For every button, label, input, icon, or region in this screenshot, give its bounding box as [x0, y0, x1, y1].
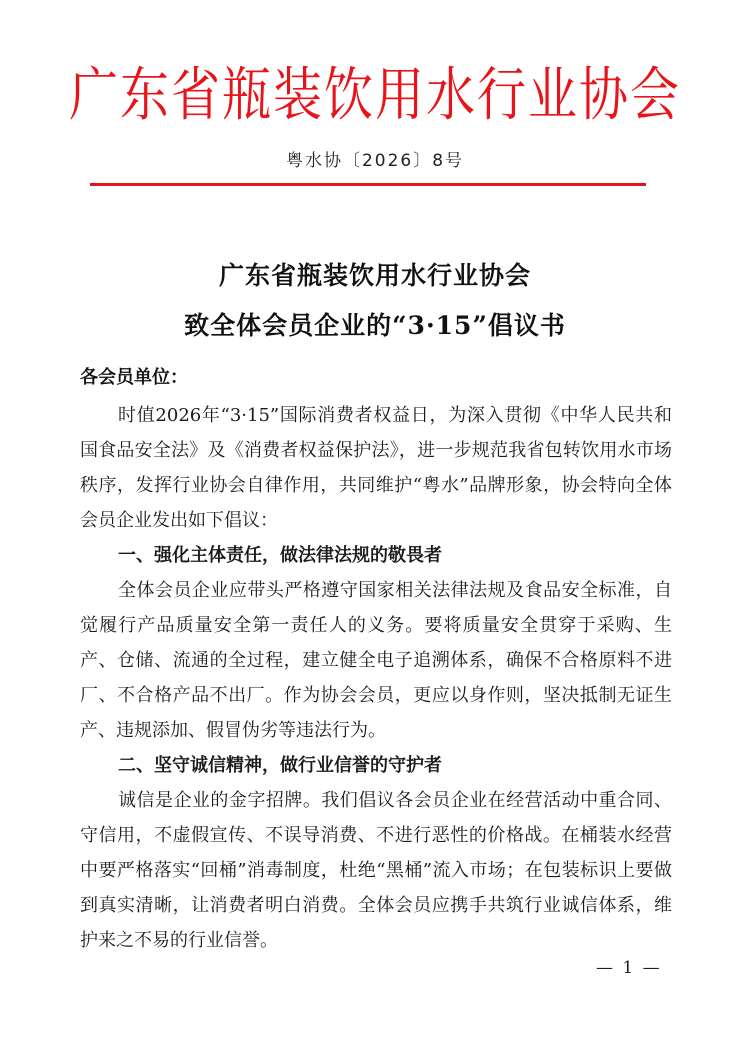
section-heading-1: 一、强化主体责任，做法律法规的敬畏者 [118, 545, 442, 566]
page-number: — 1 — [596, 958, 662, 978]
letterhead-divider [90, 183, 646, 186]
section-body-2: 诚信是企业的金字招牌。我们倡议各会员企业在经营活动中重合同、守信用，不虚假宣传、不误导消费、不进行恶性的价格战。在桶装水经营中要严格落实“回桶”消毒制度，杜绝“黑桶”流入市场；在包装标识上要做到真实清晰，让消费者明白消费。全体会员应携手共筑行业诚信体系，维护来之不易的行业信誉。 [80, 790, 672, 951]
organization-letterhead: 广东省瓶装饮用水行业协会 [68, 61, 681, 129]
document-number: 粤水协〔2026〕8号 [285, 151, 465, 171]
section-body-1: 全体会员企业应带头严格遵守国家相关法律法规及食品安全标准，自觉履行产品质量安全第一责任人的义务。要将质量安全贯穿于采购、生产、仓储、流通的全过程，建立健全电子追溯体系，确保不合格原料不进厂、不合格产品不出厂。作为协会会员，更应以身作则，坚决抵制无证生产、违规添加、假冒伪劣等违法行为。 [80, 580, 672, 741]
intro-paragraph: 时值2026年“3·15”国际消费者权益日，为深入贯彻《中华人民共和国食品安全法》及《消费者权益保护法》，进一步规范我省包转饮用水市场秩序，发挥行业协会自律作用，共同维护“粤水”品牌形象，协会特向全体会员企业发出如下倡议： [80, 405, 672, 531]
document-title-line-2: 致全体会员企业的“3·15”倡议书 [184, 311, 566, 340]
document-title-line-1: 广东省瓶装饮用水行业协会 [218, 261, 531, 290]
document-body [80, 398, 672, 958]
section-heading-2: 二、坚守诚信精神，做行业信誉的守护者 [118, 755, 442, 776]
salutation: 各会员单位： [80, 367, 188, 388]
